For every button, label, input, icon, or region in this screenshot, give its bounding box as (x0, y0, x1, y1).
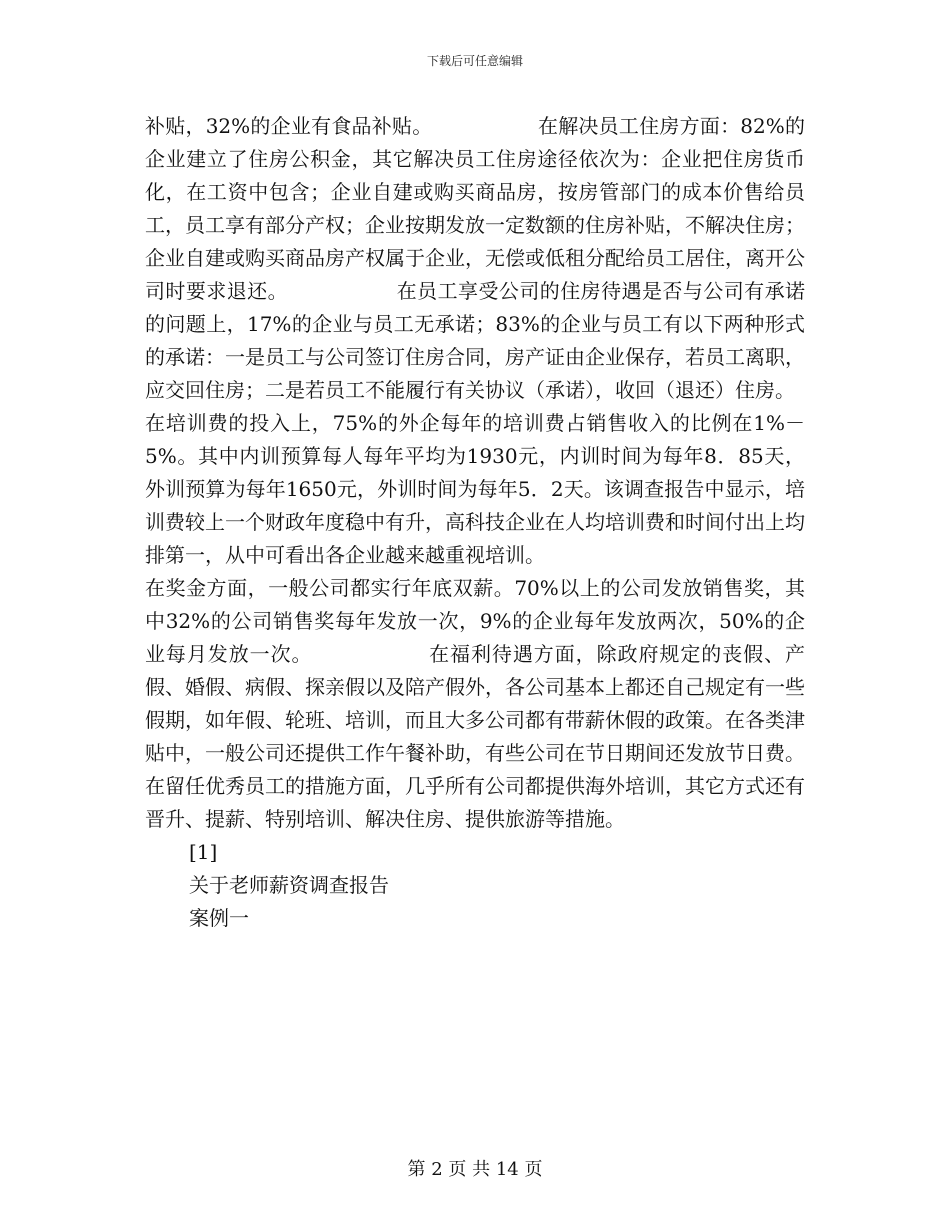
paragraph-bonus-welfare: 在奖金方面，一般公司都实行年底双薪。70%以上的公司发放销售奖，其中32%的公司销售奖每年发放一次，9%的企业每年发放两次，50%的企业每月发放一次。 在福利待遇方面，除政府规定的丧假、产假、婚假、病假、探亲假以及陪产假外，各公司基本上都还自己规定有一些假期，如年假、轮班、培训，而且大多公司都有带薪休假的政策。在各类津贴中，一般公司还提供工作午餐补助，有些公司在节日期间还发放节日费。在留任优秀员工的措施方面，几乎所有公司都提供海外培训，其它方式还有晋升、提薪、特别培训、解决住房、提供旅游等措施。 (145, 576, 805, 831)
page-header: 下载后可任意编辑 (426, 54, 523, 68)
page-footer: 第 2 页 共 14 页 (407, 1159, 543, 1180)
document-body (145, 110, 805, 935)
reference-marker: [1] (189, 840, 218, 864)
case-heading: 案例一 (189, 906, 249, 930)
paragraph-housing: 补贴，32%的企业有食品补贴。 在解决员工住房方面：82%的企业建立了住房公积金，其它解决员工住房途径依次为：企业把住房货币化，在工资中包含；企业自建或购买商品房，按房管部门的成本价售给员工，员工享有部分产权；企业按期发放一定数额的住房补贴，不解决住房；企业自建或购买商品房产权属于企业，无偿或低租分配给员工居住，离开公司时要求退还。 在员工享受公司的住房待遇是否与公司有承诺的问题上，17%的企业与员工无承诺；83%的企业与员工有以下两种形式的承诺：一是员工与公司签订住房合同，房产证由企业保存，若员工离职，应交回住房；二是若员工不能履行有关协议（承诺），收回（退还）住房。 (145, 114, 805, 402)
paragraph-training: 在培训费的投入上，75%的外企每年的培训费占销售收入的比例在1%－5%。其中内训预算每人每年平均为1930元，内训时间为每年8．85天，外训预算为每年1650元，外训时间为每年5．2天。该调查报告中显示，培训费较上一个财政年度稳中有升，高科技企业在人均培训费和时间付出上均排第一，从中可看出各企业越来越重视培训。 (145, 411, 805, 567)
section-title: 关于老师薪资调查报告 (189, 873, 389, 897)
